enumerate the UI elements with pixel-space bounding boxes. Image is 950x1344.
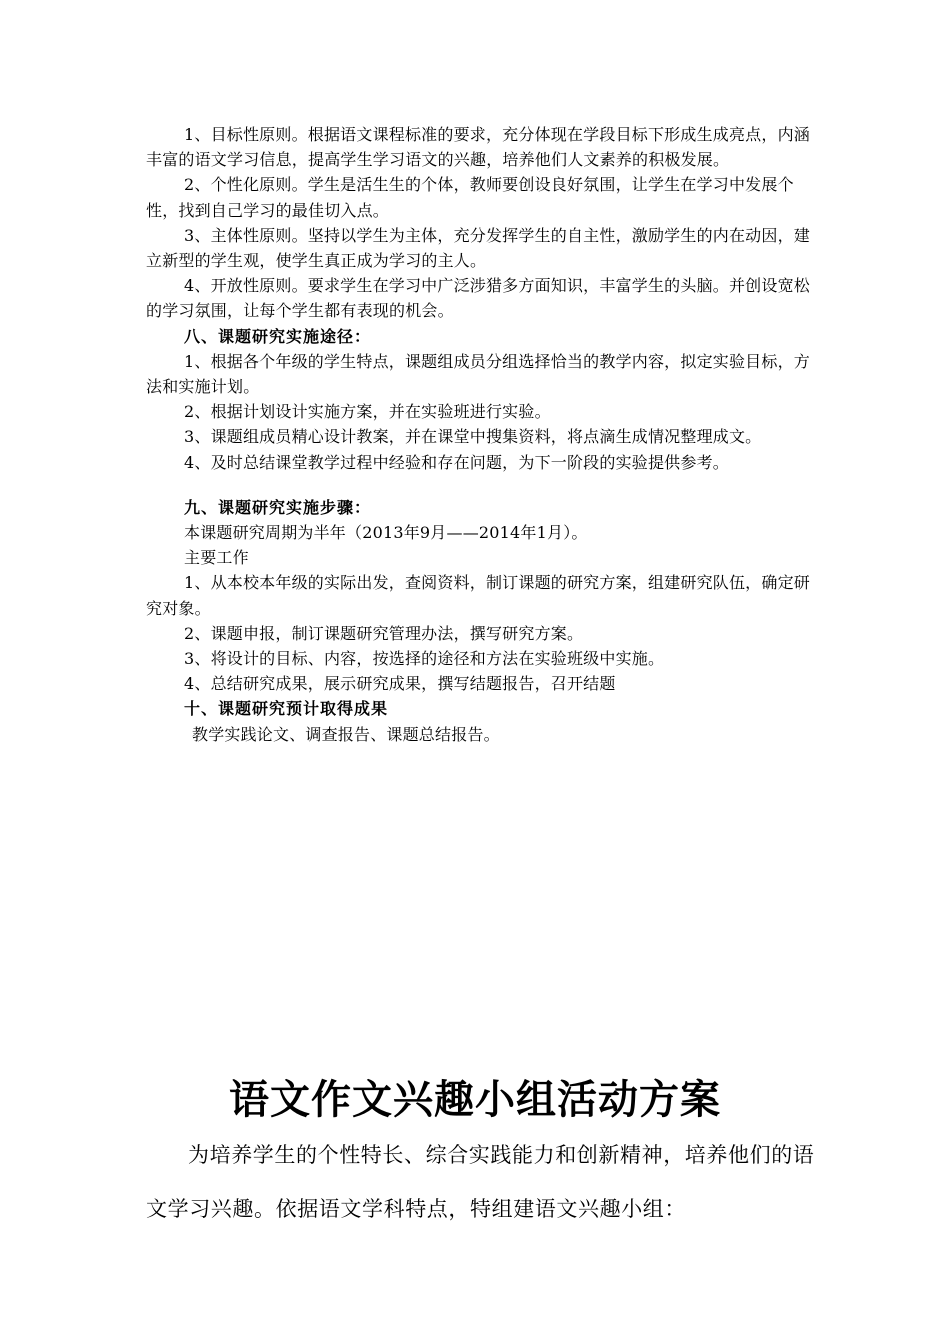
section-8-item-4: 4、及时总结课堂教学过程中经验和存在问题，为下一阶段的实验提供参考。 [184, 452, 729, 472]
section-8-heading: 八、课题研究实施途径： [184, 326, 372, 346]
section-8-item-1: 1、根据各个年级的学生特点，课题组成员分组选择恰当的教学内容，拟定实验目标，方法和实施计划。 [146, 351, 810, 397]
activity-plan-title: 语文作文兴趣小组活动方案 [229, 1077, 721, 1123]
section-9-item-4: 4、总结研究成果，展示研究成果，撰写结题报告，召开结题 [184, 674, 616, 694]
section-9-item-2: 2、课题申报，制订课题研究管理办法，撰写研究方案。 [184, 623, 584, 643]
document-body [146, 122, 816, 747]
section-9-heading: 九、课题研究实施步骤： [184, 497, 372, 517]
section-8-item-2: 2、根据计划设计实施方案，并在实验班进行实验。 [184, 402, 551, 422]
section-10-content: 教学实践论文、调查报告、课题总结报告。 [192, 724, 500, 744]
section-9-period: 本课题研究周期为半年（2013年9月——2014年1月）。 [184, 523, 588, 543]
section-10-heading: 十、课题研究预计取得成果 [184, 699, 389, 719]
activity-plan-intro: 为培养学生的个性特长、综合实践能力和创新精神，培养他们的语文学习兴趣。依据语文学科特点，特组建语文兴趣小组： [146, 1143, 815, 1221]
principle-paragraph-1: 1、目标性原则。根据语文课程标准的要求，充分体现在学段目标下形成生成亮点，内涵丰富的语文学习信息，提高学生学习语文的兴趣，培养他们人文素养的积极发展。 [146, 125, 810, 170]
section-8-item-3: 3、课题组成员精心设计教案，并在课堂中搜集资料，将点滴生成情况整理成文。 [184, 427, 762, 447]
section-9-item-3: 3、将设计的目标、内容，按选择的途径和方法在实验班级中实施。 [184, 649, 665, 669]
principle-paragraph-4: 4、开放性原则。要求学生在学习中广泛涉猎多方面知识，丰富学生的头脑。并创设宽松的学习氛围，让每个学生都有表现的机会。 [146, 276, 810, 321]
section-9-main-work: 主要工作 [184, 548, 249, 568]
principle-paragraph-2: 2、个性化原则。学生是活生生的个体，教师要创设良好氛围，让学生在学习中发展个性，找到自己学习的最佳切入点。 [146, 175, 794, 220]
section-9-item-1: 1、从本校本年级的实际出发，查阅资料，制订课题的研究方案，组建研究队伍，确定研究对象。 [146, 573, 810, 618]
principle-paragraph-3: 3、主体性原则。坚持以学生为主体，充分发挥学生的自主性，激励学生的内在动因，建立新型的学生观，使学生真正成为学习的主人。 [146, 225, 810, 271]
